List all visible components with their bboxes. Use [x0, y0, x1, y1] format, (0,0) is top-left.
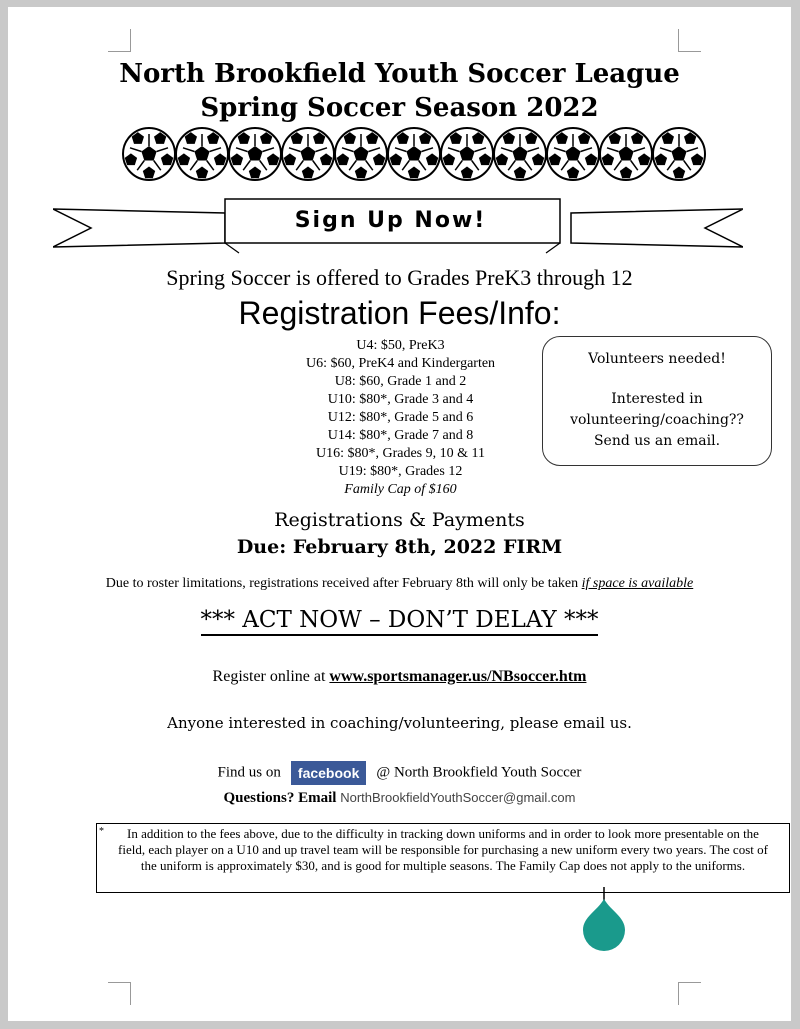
- roster-emphasis: if space is available: [581, 576, 694, 591]
- act-now-callout: [8, 607, 791, 633]
- soccer-ball-icon: [282, 128, 334, 180]
- questions-prefix: Questions? Email: [223, 790, 341, 806]
- facebook-logo[interactable]: facebook: [291, 761, 366, 785]
- title-line-2: Spring Soccer Season 2022: [200, 93, 599, 123]
- fee-item: U10: $80*, Grade 3 and 4: [327, 392, 474, 407]
- corner-mark-top-right: [678, 29, 701, 52]
- contact-email[interactable]: NorthBrookfieldYouthSoccer@gmail.com: [340, 790, 576, 805]
- soccer-ball-icon: [176, 128, 228, 180]
- soccer-ball-row: [121, 125, 711, 183]
- fee-item: U19: $80*, Grades 12: [338, 464, 463, 479]
- footnote-text: In addition to the fees above, due to the difficulty in tracking down uniforms and in order to look more presentable on the field, each player on a U10 and up travel team will be responsible for purchasing a new uniform every two years. The cost of the uniform is approximately $30, and is good for multiple seasons. The Family Cap does not apply to the uniforms.: [118, 826, 768, 873]
- volunteers-heading: Volunteers needed!: [588, 351, 726, 367]
- roster-notice: [8, 576, 791, 592]
- volunteers-text: Send us an email.: [593, 433, 721, 449]
- soccer-ball-icon: [494, 128, 546, 180]
- due-heading: Registrations & Payments: [274, 509, 525, 531]
- registration-link[interactable]: www.sportsmanager.us/NBsoccer.htm: [329, 668, 587, 685]
- corner-mark-bottom-left: [108, 982, 131, 1005]
- corner-mark-bottom-right: [678, 982, 701, 1005]
- grades-offered: Spring Soccer is offered to Grades PreK3 through 12: [166, 265, 633, 290]
- due-date: Due: February 8th, 2022 FIRM: [236, 536, 563, 558]
- soccer-ball-icon: [653, 128, 705, 180]
- fee-item: U6: $60, PreK4 and Kindergarten: [305, 356, 496, 371]
- soccer-ball-icon: [335, 128, 387, 180]
- corner-mark-top-left: [108, 29, 131, 52]
- fee-item: U8: $60, Grade 1 and 2: [334, 374, 467, 389]
- volunteers-box: [542, 336, 772, 466]
- register-online: [8, 668, 791, 686]
- act-now-text: *** ACT NOW – DON’T DELAY ***: [201, 607, 599, 636]
- soccer-ball-icon: [600, 128, 652, 180]
- document-page: [8, 7, 791, 1021]
- questions-line: [8, 790, 791, 807]
- register-online-prefix: Register online at: [212, 668, 330, 685]
- roster-text: Due to roster limitations, registrations received after February 8th will only be taken: [105, 576, 582, 591]
- title-line-1: North Brookfield Youth Soccer League: [119, 59, 680, 89]
- family-cap: Family Cap of $160: [344, 482, 457, 497]
- fee-item: U12: $80*, Grade 5 and 6: [327, 410, 474, 425]
- fee-item: U14: $80*, Grade 7 and 8: [327, 428, 474, 443]
- soccer-ball-icon: [547, 128, 599, 180]
- fee-list: [258, 337, 543, 499]
- soccer-ball-icon: [388, 128, 440, 180]
- soccer-ball-icon: [441, 128, 493, 180]
- find-us-prefix: Find us on: [217, 764, 281, 781]
- soccer-ball-icon: [229, 128, 281, 180]
- facebook-handle: @ North Brookfield Youth Soccer: [376, 764, 582, 781]
- social-line: [8, 761, 791, 785]
- sign-up-now-label: Sign Up Now!: [294, 208, 487, 233]
- text-cursor-handle-icon[interactable]: [581, 887, 627, 951]
- volunteers-text: volunteering/coaching??: [570, 412, 744, 428]
- uniform-footnote: [96, 823, 790, 893]
- fee-item: U4: $50, PreK3: [356, 338, 445, 353]
- coaching-invite: Anyone interested in coaching/volunteering, please email us.: [167, 714, 632, 732]
- registration-heading: Registration Fees/Info:: [238, 295, 561, 331]
- soccer-ball-icon: [123, 128, 175, 180]
- footnote-star: *: [99, 826, 104, 837]
- volunteers-text: Interested in: [611, 391, 703, 407]
- fee-item: U16: $80*, Grades 9, 10 & 11: [315, 446, 486, 461]
